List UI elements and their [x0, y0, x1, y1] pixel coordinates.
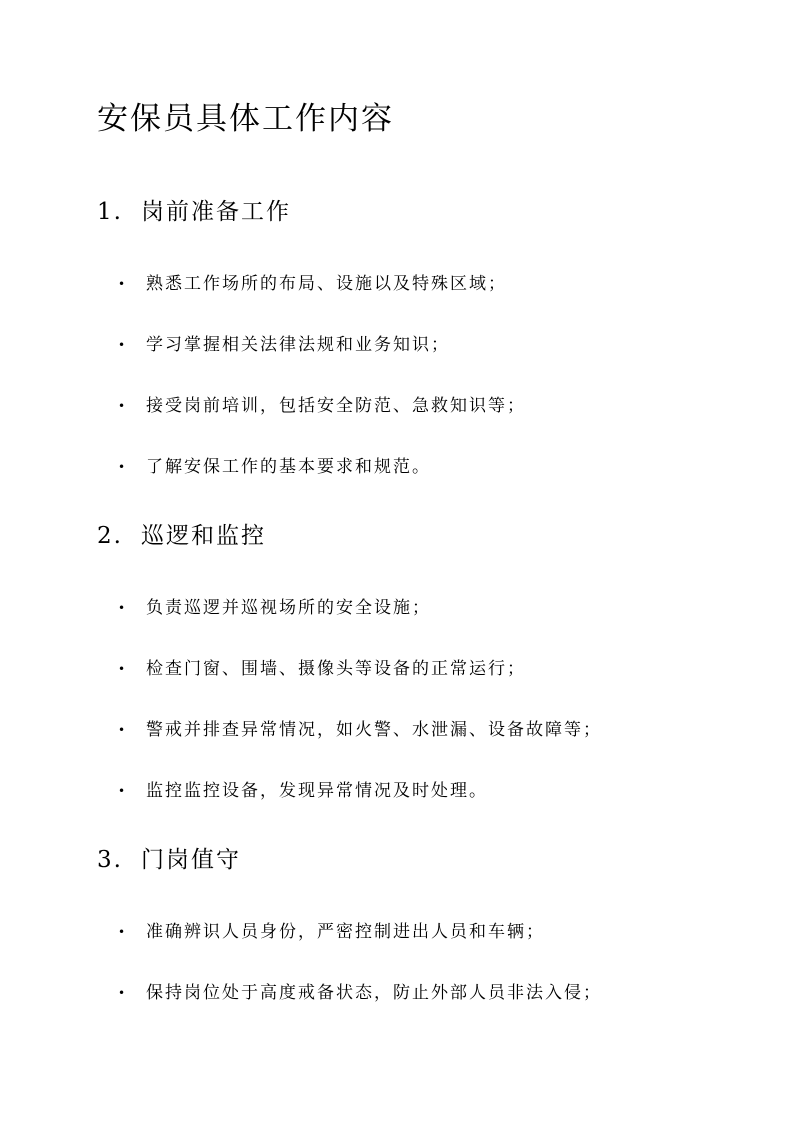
list-item: [118, 978, 602, 1008]
bullet-icon: •: [118, 277, 128, 291]
list-item-text: 保持岗位处于高度戒备状态，防止外部人员非法入侵；: [146, 983, 602, 1003]
bullet-icon: •: [118, 399, 128, 413]
bullet-icon: •: [118, 925, 128, 939]
list-item-text: 警戒并排查异常情况，如火警、水泄漏、设备故障等；: [146, 720, 602, 740]
list-item-text: 准确辨识人员身份，严密控制进出人员和车辆；: [146, 922, 545, 942]
bullet-icon: •: [118, 601, 128, 615]
list-item: [118, 269, 507, 299]
section-heading: [97, 520, 266, 552]
list-item: [118, 330, 450, 360]
list-item-text: 熟悉工作场所的布局、设施以及特殊区域；: [146, 274, 507, 294]
section-title: 巡逻和监控: [141, 523, 266, 549]
list-item: [118, 715, 602, 745]
list-item: [118, 391, 526, 421]
bullet-icon: •: [118, 986, 128, 1000]
list-item: [118, 654, 526, 684]
list-item-text: 负责巡逻并巡视场所的安全设施；: [146, 598, 431, 618]
section-title: 岗前准备工作: [141, 199, 291, 225]
bullet-icon: •: [118, 723, 128, 737]
list-item-text: 接受岗前培训，包括安全防范、急救知识等；: [146, 396, 526, 416]
list-item-text: 学习掌握相关法律法规和业务知识；: [146, 335, 450, 355]
list-item-text: 监控监控设备，发现异常情况及时处理。: [146, 781, 488, 801]
list-item-text: 了解安保工作的基本要求和规范。: [146, 457, 431, 477]
section-heading: [97, 196, 291, 228]
list-item: [118, 452, 431, 482]
section-number: 3.: [97, 847, 123, 873]
list-item: [118, 776, 488, 806]
bullet-icon: •: [118, 662, 128, 676]
list-item: [118, 917, 545, 947]
section-number: 2.: [97, 523, 123, 549]
list-item-text: 检查门窗、围墙、摄像头等设备的正常运行；: [146, 659, 526, 679]
bullet-icon: •: [118, 338, 128, 352]
section-heading: [97, 844, 241, 876]
bullet-icon: •: [118, 784, 128, 798]
document-title: 安保员具体工作内容: [97, 101, 394, 137]
section-title: 门岗值守: [141, 847, 241, 873]
list-item: [118, 593, 431, 623]
section-number: 1.: [97, 199, 123, 225]
bullet-icon: •: [118, 460, 128, 474]
